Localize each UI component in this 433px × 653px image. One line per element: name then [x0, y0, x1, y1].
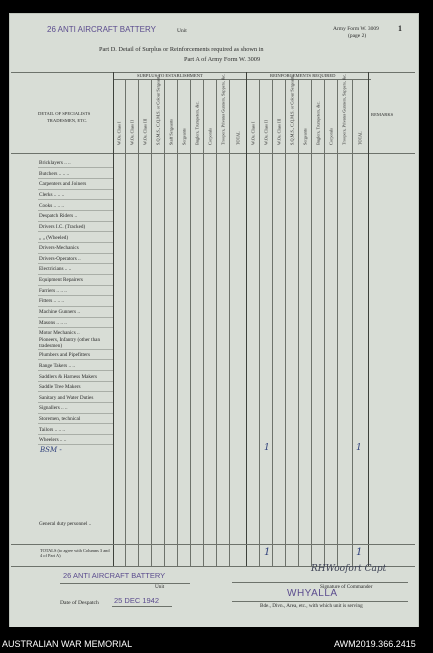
table-row-label: Saddle Tree Makers	[39, 384, 81, 390]
col-line	[352, 79, 353, 566]
title-line-2: Part A of Army Form W. 3009	[184, 56, 261, 63]
row-rule	[38, 444, 113, 445]
row-rule	[38, 285, 113, 286]
table-row-label: Electricians .. ..	[39, 266, 72, 272]
table-row-label: Saddlers & Harness Makers	[39, 374, 98, 380]
form-reference: Army Form W. 3009	[333, 26, 379, 32]
caption-bar	[0, 627, 433, 653]
col-line	[151, 79, 152, 566]
col-header: Buglers, Trumpeters, &c.	[194, 101, 200, 145]
signature-label: Signature of Commander	[320, 584, 373, 590]
totals-value: 1	[356, 547, 363, 558]
table-row-label: Drivers-Operators ..	[39, 256, 81, 262]
footer-unit-label: Unit	[155, 584, 165, 590]
col-header: S.Q.M.S., C.Q.M.S. or Colour Sergeants	[155, 75, 161, 145]
row-rule	[38, 242, 113, 243]
unit-label: Unit	[177, 28, 187, 34]
col-line	[337, 79, 338, 566]
table-row-label: Carpenters and Joiners	[39, 181, 87, 187]
row-rule	[38, 295, 113, 296]
location-line	[232, 601, 408, 602]
handwritten-row-label: BSM -	[40, 446, 62, 454]
col-line	[203, 79, 204, 566]
col-line	[216, 79, 217, 566]
caption-left: AUSTRALIAN WAR MEMORIAL	[2, 639, 133, 649]
col-header: S.Q.M.S., C.Q.M.S. or Colour Sergeants	[289, 75, 295, 145]
table-row-label: Cooks .. .. ..	[39, 203, 64, 209]
table-row-label: Pioneers, Infantry (other than tradesmen)	[39, 337, 101, 349]
col-header: W.Os. Class II	[263, 120, 269, 145]
table-row-label: Plumbers and Pipefitters	[39, 352, 91, 358]
row-rule	[38, 221, 113, 222]
signature-line	[232, 582, 408, 583]
row-rule	[38, 359, 113, 360]
col-line	[272, 79, 273, 566]
row-rule	[38, 210, 113, 211]
page-number: 1	[398, 24, 402, 33]
row-rule	[38, 381, 113, 382]
table-row-label: Motor Mechanics ..	[39, 330, 80, 336]
table-row-label: Machine Gunners ..	[39, 309, 80, 315]
row-rule	[38, 263, 113, 264]
col-line	[259, 79, 260, 566]
col-line	[285, 79, 286, 566]
col-header: Staff Sergeants	[168, 119, 174, 145]
table-row-label: Drivers-Mechanics	[39, 245, 79, 251]
unit-stamp: 26 ANTI AIRCRAFT BATTERY	[47, 25, 156, 34]
header-bottom-rule	[11, 153, 415, 154]
handwritten-value: 1	[356, 443, 362, 453]
remarks-header: REMARKS	[371, 112, 394, 117]
row-rule	[38, 167, 113, 168]
commander-signature: RHWoofort Capt	[311, 564, 387, 574]
table-row-label: Butchers .. .. ..	[39, 171, 70, 177]
table-row-label: „ „ (Wheeled)	[39, 235, 69, 241]
col-line	[311, 79, 312, 566]
table-row-label: Sanitary and Water Duties	[39, 395, 94, 401]
date-label: Date of Despatch	[60, 600, 99, 606]
row-rule	[38, 413, 113, 414]
row-rule	[38, 253, 113, 254]
table-row-label: Range Takers .. ..	[39, 363, 75, 369]
row-rule	[38, 178, 113, 179]
table-row-label: Equipment Repairers	[39, 277, 83, 283]
row-rule	[38, 370, 113, 371]
row-rule	[38, 434, 113, 435]
row-rule	[38, 391, 113, 392]
row-rule	[38, 306, 113, 307]
date-line	[112, 606, 172, 607]
specialists-header-2: TRADESMEN, ETC.	[47, 118, 88, 123]
row-rule	[38, 402, 113, 403]
handwritten-value: 1	[264, 443, 270, 453]
col-line	[164, 79, 165, 566]
col-header: W.Os. Class I	[116, 121, 122, 145]
table-row-label: Tailors .. .. ..	[39, 427, 66, 433]
col-line	[368, 72, 369, 566]
col-header: W.Os. Class III	[142, 118, 148, 145]
col-header: TOTAL	[235, 131, 241, 145]
col-header: W.Os. Class III	[276, 118, 282, 145]
table-row-label: Wheelers .. ..	[39, 437, 67, 443]
col-header: Troopers, Privates Gunners, Sappers, &c.	[220, 73, 226, 145]
row-rule	[38, 231, 113, 232]
row-rule	[38, 317, 113, 318]
col-line	[246, 72, 247, 566]
col-header: TOTAL	[357, 131, 363, 145]
table-row-label: Storemen, technical	[39, 416, 81, 422]
footer-unit-stamp: 26 ANTI AIRCRAFT BATTERY	[63, 571, 166, 580]
col-line	[324, 79, 325, 566]
row-rule	[38, 349, 113, 350]
location-label: Bde., Divn., Area, etc., with which unit is serving	[260, 603, 363, 609]
table-row-label: Despatch Riders ..	[39, 213, 78, 219]
table-row-label: Bricklayers .. ..	[39, 160, 71, 166]
reinforcements-header: REINFORCEMENTS REQUIRED	[270, 73, 336, 78]
row-rule	[38, 423, 113, 424]
col-line	[138, 79, 139, 566]
col-header: W.Os. Class I	[250, 121, 256, 145]
col-line	[298, 79, 299, 566]
col-line	[177, 79, 178, 566]
caption-right: AWM2019.366.2415	[334, 639, 416, 649]
specialists-header-1: DETAIL OF SPECIALISTS	[38, 111, 91, 116]
table-row-label: Drivers I.C. (Tracked)	[39, 224, 86, 230]
col-header: Sergeants	[302, 128, 308, 145]
totals-rule	[11, 544, 415, 545]
totals-label: TOTALS (to agree with Columns 3 and 4 of Part A)	[40, 548, 110, 558]
table-row-label: Farriers .. .. ..	[39, 288, 67, 294]
col-header: Corporals	[328, 128, 334, 145]
location-stamp: WHYALLA	[287, 588, 338, 599]
general-duty-label: General duty personnel ..	[39, 521, 92, 527]
col-line	[229, 79, 230, 566]
unit-line	[60, 583, 190, 584]
surplus-header: SURPLUS TO ESTABLISHMENT	[137, 73, 203, 78]
row-rule	[38, 189, 113, 190]
title-line-1: Part D. Detail of Surplus or Reinforcements required as shown in	[99, 46, 264, 53]
col-header: Buglers, Trumpeters, &c.	[315, 101, 321, 145]
page-reference: (page 2)	[348, 33, 367, 39]
table-row-label: Clerks .. .. ..	[39, 192, 65, 198]
row-rule	[38, 199, 113, 200]
table-top-rule	[11, 72, 415, 73]
table-row-label: Masons .. .. ..	[39, 320, 67, 326]
col-header: Troopers, Privates Gunners, Sappers, &c.	[341, 73, 347, 145]
date-stamp: 25 DEC 1942	[114, 596, 160, 605]
row-rule	[38, 327, 113, 328]
col-header: Corporals	[207, 128, 213, 145]
col-header: Sergeants	[181, 128, 187, 145]
col-header: W.Os. Class II	[129, 120, 135, 145]
table-row-label: Signallers .. ..	[39, 405, 68, 411]
col-line	[125, 79, 126, 566]
table-row-label: Fitters .. .. ..	[39, 298, 64, 304]
totals-value: 1	[264, 547, 271, 558]
col-line	[190, 79, 191, 566]
row-rule	[38, 274, 113, 275]
